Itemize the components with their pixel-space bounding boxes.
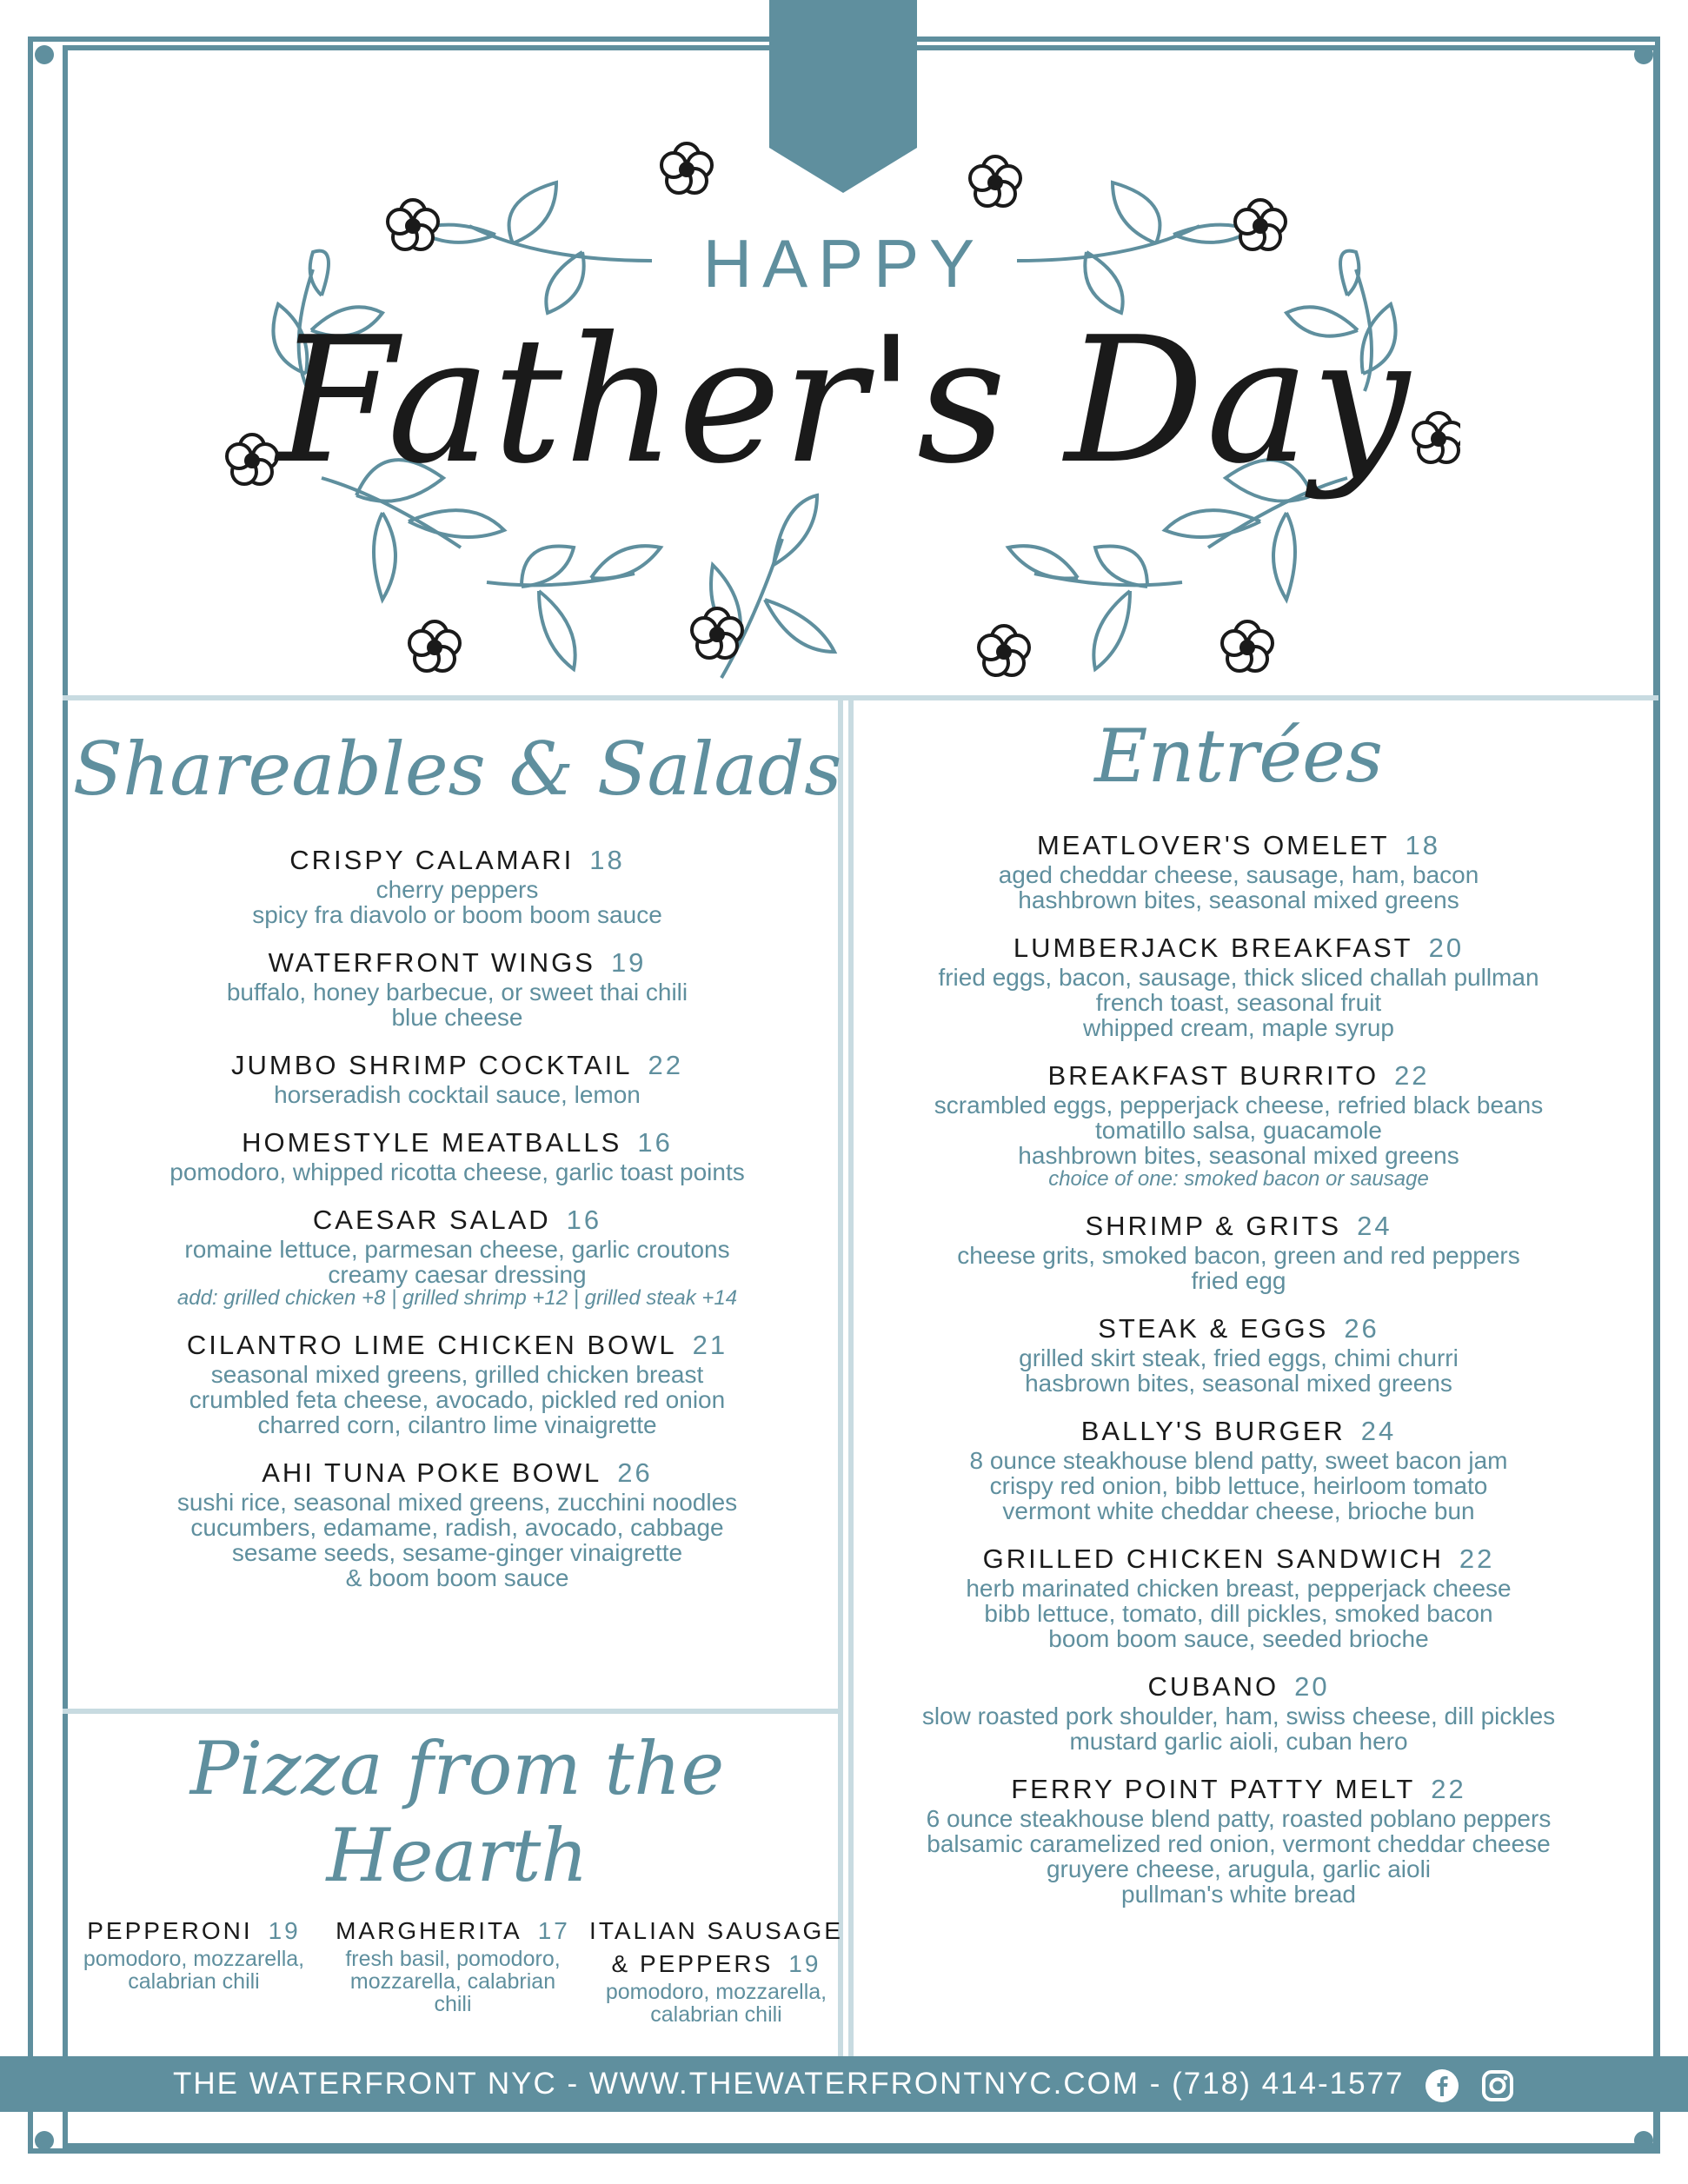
- menu-item: [861, 1312, 1617, 1396]
- menu-item-description: crispy red onion, bibb lettuce, heirloom tomato: [989, 1472, 1488, 1499]
- pizza-item: [586, 1915, 847, 2026]
- menu-item-description: fried eggs, bacon, sausage, thick sliced challah pullman: [938, 964, 1539, 991]
- menu-item-price: 19: [610, 947, 647, 978]
- menu-item-description: pomodoro, whipped ricotta cheese, garlic toast points: [169, 1158, 745, 1185]
- menu-item-price: 16: [637, 1127, 673, 1158]
- pizza-price: 19: [788, 1950, 821, 1977]
- header-title: Father's Day: [276, 300, 1412, 502]
- pizza-name: PEPPERONI: [87, 1917, 253, 1944]
- menu-item-description: grilled skirt steak, fried eggs, chimi churri: [1019, 1344, 1459, 1371]
- menu-item-note: add: grilled chicken +8 | grilled shrimp +12 | grilled steak +14: [176, 1286, 738, 1310]
- menu-item: [68, 1126, 847, 1185]
- menu-item-name: WATERFRONT WINGS: [268, 947, 595, 978]
- menu-item-name: FERRY POINT PATTY MELT: [1011, 1774, 1416, 1804]
- menu-item-name: MEATLOVER'S OMELET: [1036, 830, 1390, 860]
- pizza-desc: chili: [434, 1992, 472, 2016]
- menu-item-description: gruyere cheese, arugula, garlic aioli: [1046, 1855, 1432, 1882]
- pizza-desc: mozzarella, calabrian: [349, 1969, 556, 1994]
- menu-item-description: buffalo, honey barbecue, or sweet thai chili: [226, 979, 688, 1006]
- pizza-section: [68, 1725, 847, 2026]
- menu-item-description: hashbrown bites, seasonal mixed greens: [1018, 1142, 1459, 1169]
- menu-item-description: cheese grits, smoked bacon, green and red peppers: [957, 1242, 1520, 1269]
- menu-item-price: 26: [1344, 1313, 1379, 1344]
- menu-item: [861, 1415, 1617, 1523]
- menu-item-name: BREAKFAST BURRITO: [1047, 1060, 1379, 1091]
- menu-item-name: AHI TUNA POKE BOWL: [262, 1457, 602, 1488]
- facebook-icon[interactable]: [1425, 2068, 1459, 2103]
- menu-item-description: bibb lettuce, tomato, dill pickles, smoked bacon: [984, 1600, 1493, 1627]
- menu-item: [68, 946, 847, 1030]
- menu-item-name: CRISPY CALAMARI: [289, 845, 575, 875]
- menu-item: [861, 1670, 1617, 1754]
- menu-item-name: HOMESTYLE MEATBALLS: [242, 1127, 622, 1158]
- menu-item-description: tomatillo salsa, guacamole: [1095, 1117, 1382, 1144]
- menu-item-description: boom boom sauce, seeded brioche: [1048, 1625, 1429, 1652]
- menu-item-description: hashbrown bites, seasonal mixed greens: [1018, 886, 1459, 913]
- menu-item-description: sushi rice, seasonal mixed greens, zucchini noodles: [176, 1489, 738, 1516]
- pizza-desc: pomodoro, mozzarella,: [605, 1980, 827, 2004]
- menu-item-price: 20: [1294, 1671, 1330, 1702]
- menu-item: [68, 1049, 847, 1107]
- menu-item: [68, 1329, 847, 1437]
- instagram-icon[interactable]: [1480, 2068, 1515, 2103]
- menu-item: [861, 1059, 1617, 1191]
- footer-bar: [0, 2056, 1688, 2112]
- pizza-list: [68, 1915, 847, 2026]
- menu-item-description: blue cheese: [391, 1004, 523, 1031]
- menu-item: [68, 1457, 847, 1590]
- menu-item-description: romaine lettuce, parmesan cheese, garlic croutons: [184, 1236, 730, 1263]
- menu-item-price: 18: [589, 845, 625, 875]
- corner-dot-icon: [35, 45, 54, 64]
- menu-item-name: CUBANO: [1147, 1671, 1279, 1702]
- menu-item-description: spicy fra diavolo or boom boom sauce: [252, 901, 662, 928]
- pizza-price: 19: [268, 1917, 301, 1944]
- pizza-name: MARGHERITA: [336, 1917, 522, 1944]
- header-divider: [63, 695, 1658, 700]
- menu-item-description: sesame seeds, sesame-ginger vinaigrette: [231, 1539, 683, 1566]
- menu-item-description: cucumbers, edamame, radish, avocado, cabbage: [190, 1514, 724, 1541]
- pizza-desc: fresh basil, pomodoro,: [345, 1947, 561, 1971]
- menu-item: [68, 1204, 847, 1310]
- entrees-list: [861, 829, 1617, 1907]
- menu-item-price: 22: [1431, 1774, 1466, 1804]
- column-divider: [848, 700, 854, 2056]
- menu-item-name: GRILLED CHICKEN SANDWICH: [982, 1543, 1444, 1574]
- pizza-divider: [63, 1709, 838, 1714]
- menu-item-name: LUMBERJACK BREAKFAST: [1013, 933, 1413, 963]
- menu-item-description: french toast, seasonal fruit: [1095, 989, 1382, 1016]
- menu-item-description: creamy caesar dressing: [328, 1261, 587, 1288]
- entrees-section: [861, 713, 1617, 1926]
- menu-item-description: hasbrown bites, seasonal mixed greens: [1025, 1370, 1452, 1397]
- menu-item-description: charred corn, cilantro lime vinaigrette: [257, 1411, 657, 1438]
- menu-item-price: 21: [692, 1330, 728, 1360]
- menu-item-description: vermont white cheddar cheese, brioche bun: [1002, 1497, 1475, 1524]
- pizza-desc: calabrian chili: [128, 1969, 260, 1994]
- menu-item: [861, 1210, 1617, 1293]
- menu-item-name: CILANTRO LIME CHICKEN BOWL: [186, 1330, 677, 1360]
- menu-item-price: 16: [566, 1205, 602, 1235]
- menu-item-description: 6 ounce steakhouse blend patty, roasted poblano peppers: [926, 1805, 1552, 1832]
- menu-item-description: aged cheddar cheese, sausage, ham, bacon: [998, 861, 1479, 888]
- pizza-name: ITALIAN SAUSAGE: [589, 1917, 843, 1944]
- menu-item-description: herb marinated chicken breast, pepperjack cheese: [966, 1575, 1512, 1602]
- menu-item-description: 8 ounce steakhouse blend patty, sweet bacon jam: [969, 1447, 1508, 1474]
- menu-item-description: & boom boom sauce: [345, 1564, 569, 1591]
- menu-item-name: BALLY'S BURGER: [1080, 1416, 1346, 1446]
- corner-dot-icon: [1634, 2131, 1653, 2150]
- shareables-title: Shareables & Salads: [72, 727, 842, 812]
- menu-item-price: 24: [1360, 1416, 1397, 1446]
- menu-item-description: horseradish cocktail sauce, lemon: [274, 1081, 641, 1108]
- menu-item-description: fried egg: [1191, 1267, 1286, 1294]
- menu-item: [861, 1773, 1617, 1907]
- menu-item: [861, 932, 1617, 1040]
- shareables-section: [68, 726, 847, 1610]
- menu-item-price: 22: [1459, 1543, 1495, 1574]
- entrees-title: Entrées: [1094, 714, 1383, 799]
- menu-item-description: whipped cream, maple syrup: [1083, 1014, 1394, 1041]
- footer-text: THE WATERFRONT NYC - WWW.THEWATERFRONTNYC.COM - (718) 414-1577: [173, 2067, 1405, 2101]
- menu-item-name: CAESAR SALAD: [312, 1205, 551, 1235]
- menu-item-description: crumbled feta cheese, avocado, pickled red onion: [189, 1386, 726, 1413]
- menu-item-price: 22: [648, 1050, 683, 1080]
- shareables-list: [68, 844, 847, 1590]
- pizza-desc: calabrian chili: [650, 2002, 782, 2027]
- menu-item: [68, 844, 847, 927]
- menu-item-name: SHRIMP & GRITS: [1085, 1211, 1342, 1241]
- menu-item-description: scrambled eggs, pepperjack cheese, refried black beans: [934, 1092, 1544, 1119]
- menu-item-description: balsamic caramelized red onion, vermont cheddar cheese: [927, 1830, 1551, 1857]
- menu-item-name: STEAK & EGGS: [1098, 1313, 1329, 1344]
- pizza-title: Pizza from the Hearth: [189, 1726, 725, 1898]
- menu-item-description: seasonal mixed greens, grilled chicken breast: [210, 1361, 704, 1388]
- pizza-name-line2: & PEPPERS: [611, 1950, 774, 1977]
- menu-item: [861, 829, 1617, 913]
- menu-item-description: mustard garlic aioli, cuban hero: [1069, 1728, 1408, 1755]
- corner-dot-icon: [1634, 45, 1653, 64]
- pizza-item: [68, 1915, 320, 2026]
- pizza-item: [327, 1915, 579, 2026]
- menu-item-note: choice of one: smoked bacon or sausage: [1048, 1167, 1429, 1191]
- corner-dot-icon: [35, 2131, 54, 2150]
- menu-item-description: pullman's white bread: [1121, 1881, 1356, 1908]
- pizza-desc: pomodoro, mozzarella,: [83, 1947, 305, 1971]
- menu-item-description: cherry peppers: [375, 876, 539, 903]
- menu-item-price: 20: [1428, 933, 1465, 963]
- menu-item-price: 22: [1394, 1060, 1430, 1091]
- menu-item-price: 18: [1405, 830, 1441, 860]
- pizza-price: 17: [537, 1917, 570, 1944]
- menu-item-description: slow roasted pork shoulder, ham, swiss cheese, dill pickles: [921, 1703, 1556, 1729]
- menu-item-price: 24: [1357, 1211, 1392, 1241]
- header-happy: HAPPY: [702, 225, 986, 302]
- menu-item: [861, 1543, 1617, 1651]
- menu-item-name: JUMBO SHRIMP COCKTAIL: [231, 1050, 633, 1080]
- menu-item-price: 26: [617, 1457, 653, 1488]
